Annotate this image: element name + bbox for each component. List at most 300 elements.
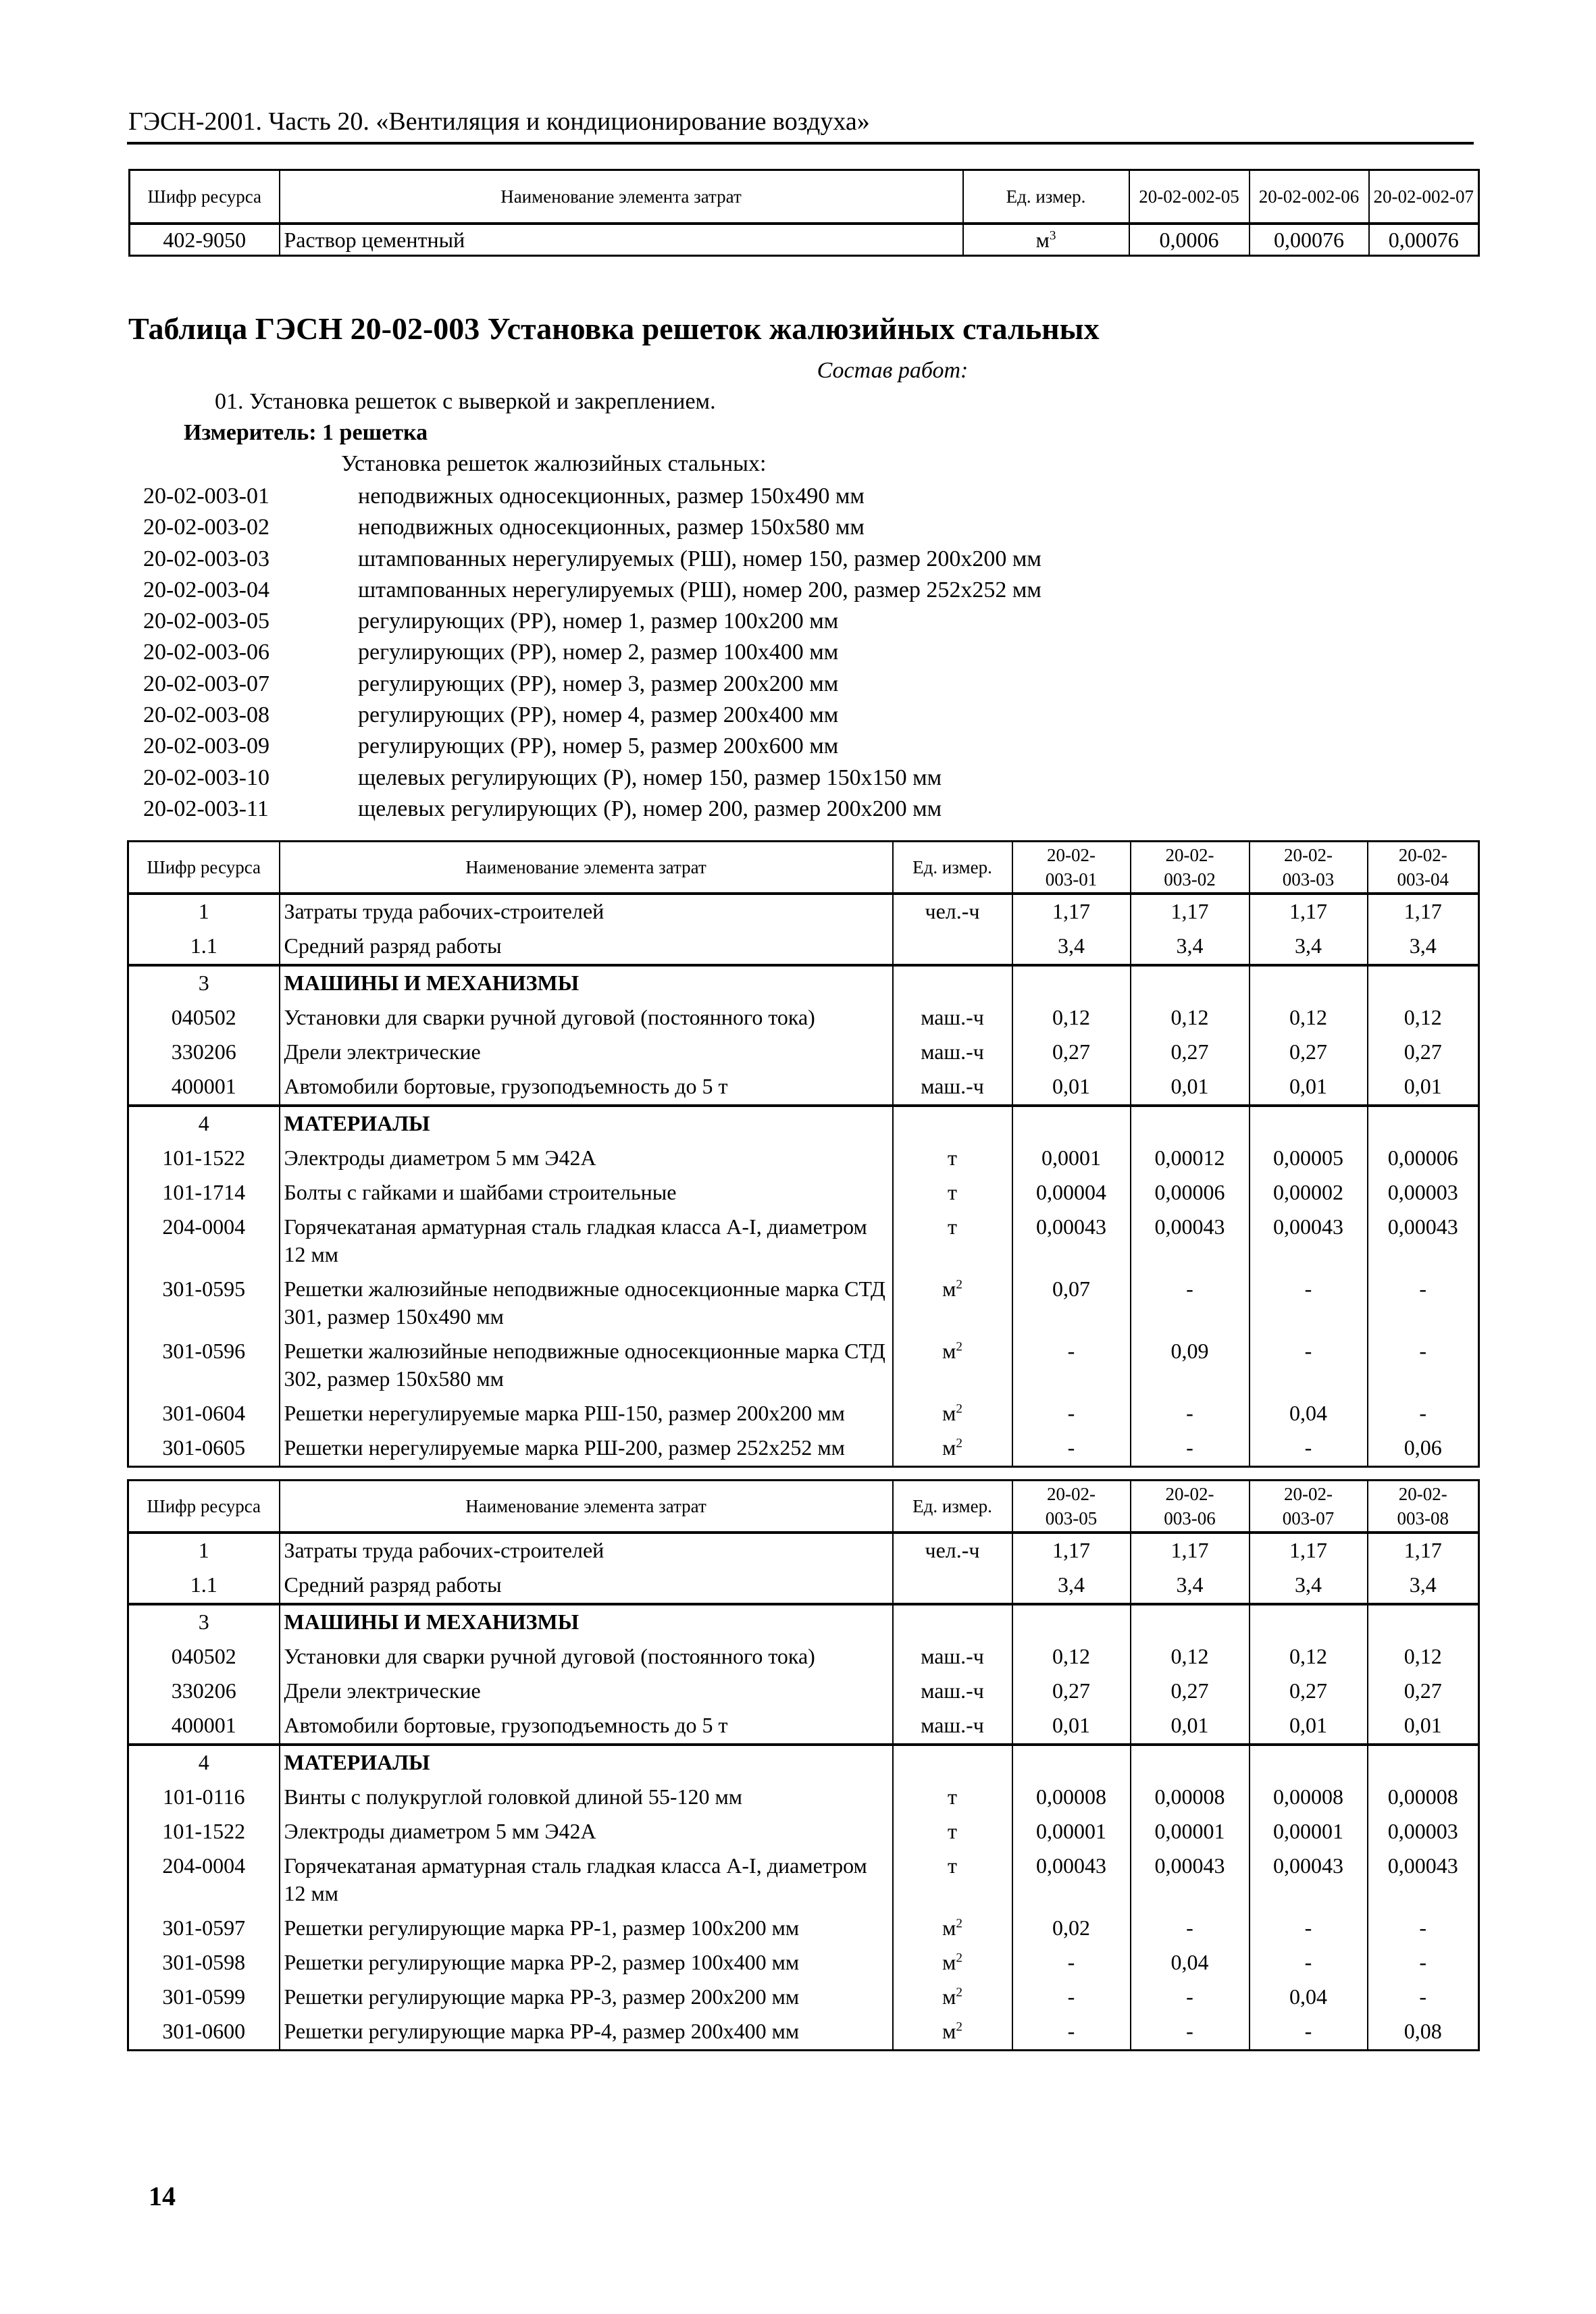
- col-norm-line: 003-01: [1045, 869, 1098, 890]
- value: -: [1012, 1431, 1131, 1467]
- norm-code-item: 20-02-003-03 штампованных нерегулируемых (РШ), номер 150, размер 200х200 мм: [143, 546, 1041, 571]
- labor-group: [128, 894, 1479, 965]
- group-title: МАТЕРИАЛЫ: [280, 1745, 893, 1780]
- machines-group: [128, 1604, 1479, 1745]
- unit-text: маш.-ч: [921, 1074, 984, 1098]
- value: 1,17: [1368, 894, 1479, 929]
- resource-code: 101-1522: [128, 1141, 280, 1176]
- resource-code: 330206: [128, 1035, 280, 1070]
- resource-code: 1.1: [128, 1568, 280, 1604]
- value: 0,27: [1368, 1674, 1479, 1709]
- resource-name: Затраты труда рабочих-строителей: [280, 894, 893, 929]
- resource-code: 101-1714: [128, 1176, 280, 1210]
- resource-name: Решетки жалюзийные неподвижные односекционные марка СТД 302, размер 150х580 мм: [280, 1335, 893, 1397]
- unit-exponent: 2: [956, 1436, 962, 1451]
- value: -: [1250, 2015, 1368, 2051]
- norm-code-item: 20-02-003-05 регулирующих (РР), номер 1, размер 100х200 мм: [143, 609, 839, 634]
- table-row: [128, 1210, 1479, 1272]
- unit: [893, 1397, 1012, 1431]
- resource-code: 301-0605: [128, 1431, 280, 1467]
- resource-code: 040502: [128, 1001, 280, 1035]
- value: 3,4: [1012, 929, 1131, 965]
- unit-exponent: 2: [956, 1916, 962, 1931]
- unit: [893, 1070, 1012, 1106]
- unit: [893, 1431, 1012, 1467]
- value: 0,09: [1131, 1335, 1250, 1397]
- norm-code-list: [143, 481, 1041, 825]
- resource-name: Электроды диаметром 5 мм Э42А: [280, 1815, 893, 1849]
- table-row: [128, 1533, 1479, 1568]
- resource-code: 101-0116: [128, 1780, 280, 1815]
- value: -: [1368, 1397, 1479, 1431]
- unit-text: т: [948, 1853, 957, 1878]
- col-norm-line: 20-02-: [1165, 1484, 1214, 1504]
- value: 0,0001: [1012, 1141, 1131, 1176]
- unit-exponent: 2: [956, 1402, 962, 1416]
- col-norm: 20-02-002-06: [1250, 170, 1369, 224]
- value: 1,17: [1250, 1533, 1368, 1568]
- value: -: [1368, 1335, 1479, 1397]
- col-norm-line: 003-04: [1397, 869, 1449, 890]
- table-row: [128, 1070, 1479, 1106]
- machines-group: [128, 965, 1479, 1106]
- unit: [893, 1780, 1012, 1815]
- unit: [893, 1533, 1012, 1568]
- unit: [893, 1035, 1012, 1070]
- resource-name: Электроды диаметром 5 мм Э42А: [280, 1141, 893, 1176]
- value: 1,17: [1012, 894, 1131, 929]
- value: -: [1368, 1911, 1479, 1946]
- value: 0,00002: [1250, 1176, 1368, 1210]
- col-name: Наименование элемента затрат: [280, 170, 963, 224]
- table-row: [128, 2015, 1479, 2051]
- norm-code-item: 20-02-003-04 штампованных нерегулируемых (РШ), номер 200, размер 252х252 мм: [143, 577, 1041, 602]
- value: 0,12: [1368, 1640, 1479, 1674]
- table-row: [128, 1946, 1479, 1980]
- value: 0,27: [1131, 1035, 1250, 1070]
- col-norm: 20-02-002-07: [1369, 170, 1479, 224]
- unit-text: чел.-ч: [925, 1538, 980, 1562]
- value: 0,01: [1131, 1709, 1250, 1745]
- resource-code: 301-0600: [128, 2015, 280, 2051]
- table-row: [130, 224, 1479, 256]
- col-norm-line: 20-02-: [1284, 845, 1333, 865]
- unit: [893, 1001, 1012, 1035]
- resource-code: 1: [128, 894, 280, 929]
- table-row: [128, 1568, 1479, 1604]
- empty-cell: [1012, 1745, 1131, 1780]
- running-head: ГЭСН-2001. Часть 20. «Вентиляция и кондиционирование воздуха»: [128, 107, 870, 136]
- value: -: [1131, 1431, 1250, 1467]
- col-norm-line: 003-03: [1282, 869, 1335, 890]
- empty-cell: [1250, 1604, 1368, 1640]
- col-unit: Ед. измер.: [893, 842, 1012, 894]
- value: 1,17: [1012, 1533, 1131, 1568]
- unit-text: т: [948, 1180, 957, 1204]
- unit: [893, 1568, 1012, 1604]
- table-row: [128, 1815, 1479, 1849]
- norm-code-item: 20-02-003-11 щелевых регулирующих (Р), номер 200, размер 200х200 мм: [143, 796, 942, 821]
- value: 0,12: [1131, 1001, 1250, 1035]
- value: 0,00006: [1368, 1141, 1479, 1176]
- resource-name: Средний разряд работы: [280, 929, 893, 965]
- value: 0,06: [1368, 1431, 1479, 1467]
- col-code: Шифр ресурса: [130, 170, 280, 224]
- empty-cell: [893, 1106, 1012, 1141]
- unit: $м^3$: [963, 224, 1129, 256]
- value: 1,17: [1131, 1533, 1250, 1568]
- col-norm: [1250, 1481, 1368, 1533]
- table-row: [128, 1640, 1479, 1674]
- col-norm: [1131, 1481, 1250, 1533]
- resource-code: 402-9050: [130, 224, 280, 256]
- value: 0,12: [1012, 1001, 1131, 1035]
- norm-code-item: 20-02-003-01 неподвижных односекционных, размер 150х490 мм: [143, 484, 865, 509]
- table-row: [128, 1709, 1479, 1745]
- group-header-row: [128, 1604, 1479, 1640]
- value: 1,17: [1250, 894, 1368, 929]
- value: 0,08: [1368, 2015, 1479, 2051]
- col-code: Шифр ресурса: [128, 842, 280, 894]
- value: -: [1131, 1272, 1250, 1335]
- unit-exponent: 2: [956, 1985, 962, 2000]
- resource-name: Дрели электрические: [280, 1035, 893, 1070]
- materials-group: [128, 1106, 1479, 1467]
- value: 0,01: [1368, 1709, 1479, 1745]
- unit: [893, 1176, 1012, 1210]
- value: 0,12: [1131, 1640, 1250, 1674]
- resource-code: 330206: [128, 1674, 280, 1709]
- unit-text: маш.-ч: [921, 1678, 984, 1703]
- value: 0,00004: [1012, 1176, 1131, 1210]
- value: -: [1250, 1431, 1368, 1467]
- resource-code: 301-0598: [128, 1946, 280, 1980]
- table-row: [128, 1176, 1479, 1210]
- value: 0,27: [1250, 1674, 1368, 1709]
- norm-code-item: 20-02-003-10 щелевых регулирующих (Р), номер 150, размер 150х150 мм: [143, 765, 942, 790]
- col-norm-line: 20-02-: [1047, 845, 1096, 865]
- resource-name: Установки для сварки ручной дуговой (постоянного тока): [280, 1001, 893, 1035]
- resource-code: 301-0596: [128, 1335, 280, 1397]
- work-item: 01. Установка решеток с выверкой и закреплением.: [215, 389, 716, 414]
- unit-text: м: [942, 1950, 956, 1974]
- resource-name: Горячекатаная арматурная сталь гладкая класса А-I, диаметром 12 мм: [280, 1210, 893, 1272]
- value: 0,00076: [1369, 224, 1479, 256]
- value: -: [1250, 1911, 1368, 1946]
- labor-group: [128, 1533, 1479, 1604]
- empty-cell: [1131, 1745, 1250, 1780]
- value: 0,27: [1131, 1674, 1250, 1709]
- value: 0,27: [1012, 1674, 1131, 1709]
- unit-text: маш.-ч: [921, 1644, 984, 1668]
- value: 3,4: [1368, 929, 1479, 965]
- unit-text: т: [948, 1784, 957, 1809]
- norm-code-item: 20-02-003-07 регулирующих (РР), номер 3, размер 200х200 мм: [143, 671, 839, 696]
- empty-cell: [1368, 1745, 1479, 1780]
- value: 3,4: [1131, 1568, 1250, 1604]
- unit: [893, 1674, 1012, 1709]
- resource-code: 400001: [128, 1070, 280, 1106]
- group-title: МАШИНЫ И МЕХАНИЗМЫ: [280, 1604, 893, 1640]
- value: 3,4: [1131, 929, 1250, 965]
- table-row: [128, 1272, 1479, 1335]
- value: 0,12: [1250, 1640, 1368, 1674]
- value: 3,4: [1368, 1568, 1479, 1604]
- value: 0,00008: [1012, 1780, 1131, 1815]
- table-row: [128, 1849, 1479, 1911]
- table-row: [128, 1001, 1479, 1035]
- page-number: 14: [149, 2181, 176, 2211]
- unit-text: м: [942, 1984, 956, 2009]
- table-row: [128, 1911, 1479, 1946]
- table-row: [128, 894, 1479, 929]
- resource-code: 204-0004: [128, 1849, 280, 1911]
- value: -: [1250, 1335, 1368, 1397]
- unit: [893, 2015, 1012, 2051]
- col-norm-line: 20-02-: [1165, 845, 1214, 865]
- unit-text: маш.-ч: [921, 1039, 984, 1064]
- table-row: [128, 1780, 1479, 1815]
- value: 0,00043: [1012, 1849, 1131, 1911]
- value: 0,04: [1131, 1946, 1250, 1980]
- resource-code: 101-1522: [128, 1815, 280, 1849]
- value: 0,02: [1012, 1911, 1131, 1946]
- col-norm: [1368, 1481, 1479, 1533]
- col-norm: [1012, 842, 1131, 894]
- unit: [893, 1980, 1012, 2015]
- group-header-row: [128, 1106, 1479, 1141]
- group-code: 3: [128, 1604, 280, 1640]
- value: 0,04: [1250, 1397, 1368, 1431]
- group-code: 4: [128, 1106, 280, 1141]
- unit-text: т: [948, 1146, 957, 1170]
- unit-exponent: 2: [956, 1951, 962, 1965]
- resource-code: 1.1: [128, 929, 280, 965]
- unit-text: м: [942, 1435, 956, 1460]
- col-unit: Ед. измер.: [893, 1481, 1012, 1533]
- unit-text: маш.-ч: [921, 1005, 984, 1029]
- empty-cell: [1368, 965, 1479, 1001]
- empty-cell: [1250, 1106, 1368, 1141]
- value: 0,00008: [1250, 1780, 1368, 1815]
- value: 0,00001: [1012, 1815, 1131, 1849]
- header-rule: [127, 142, 1474, 145]
- resource-name: Автомобили бортовые, грузоподъемность до 5 т: [280, 1709, 893, 1745]
- empty-cell: [1368, 1604, 1479, 1640]
- value: 0,00076: [1250, 224, 1369, 256]
- resource-name: Решетки регулирующие марка РР-3, размер 200х200 мм: [280, 1980, 893, 2015]
- table-row: [128, 1035, 1479, 1070]
- unit: [893, 1709, 1012, 1745]
- resource-code: 301-0597: [128, 1911, 280, 1946]
- col-norm: 20-02-002-05: [1129, 170, 1250, 224]
- value: 0,00003: [1368, 1176, 1479, 1210]
- value: -: [1012, 1335, 1131, 1397]
- value: 0,00043: [1368, 1849, 1479, 1911]
- empty-cell: [1131, 1604, 1250, 1640]
- col-norm-line: 20-02-: [1398, 845, 1447, 865]
- col-norm-line: 003-06: [1164, 1508, 1216, 1528]
- unit-text: чел.-ч: [925, 899, 980, 923]
- unit: [893, 1849, 1012, 1911]
- value: -: [1131, 1397, 1250, 1431]
- resource-name: Болты с гайками и шайбами строительные: [280, 1176, 893, 1210]
- table-row: [128, 1431, 1479, 1467]
- composition-label: Состав работ:: [817, 358, 969, 383]
- group-header-row: [128, 1745, 1479, 1780]
- resource-name: Установки для сварки ручной дуговой (постоянного тока): [280, 1640, 893, 1674]
- table-row: [128, 1397, 1479, 1431]
- unit-text: м: [942, 1339, 956, 1363]
- value: 0,00043: [1131, 1849, 1250, 1911]
- col-norm-line: 003-02: [1164, 869, 1216, 890]
- value: 0,00001: [1250, 1815, 1368, 1849]
- value: -: [1012, 1397, 1131, 1431]
- value: 0,00043: [1250, 1210, 1368, 1272]
- value: 0,00043: [1368, 1210, 1479, 1272]
- resource-table-2: [127, 1479, 1480, 2051]
- col-norm-line: 20-02-: [1284, 1484, 1333, 1504]
- value: 3,4: [1250, 929, 1368, 965]
- value: 0,00008: [1131, 1780, 1250, 1815]
- col-norm-line: 003-08: [1397, 1508, 1449, 1528]
- unit: [893, 1815, 1012, 1849]
- value: 0,27: [1250, 1035, 1368, 1070]
- value: 0,00008: [1368, 1780, 1479, 1815]
- resource-code: 204-0004: [128, 1210, 280, 1272]
- empty-cell: [1250, 1745, 1368, 1780]
- value: 0,01: [1368, 1070, 1479, 1106]
- empty-cell: [1012, 965, 1131, 1001]
- group-code: 4: [128, 1745, 280, 1780]
- unit-text: маш.-ч: [921, 1713, 984, 1737]
- unit-exponent: 2: [956, 2020, 962, 2034]
- resource-table-1: [127, 840, 1480, 1468]
- value: 1,17: [1131, 894, 1250, 929]
- meter-label: Измеритель: 1 решетка: [184, 420, 428, 445]
- value: -: [1368, 1980, 1479, 2015]
- value: 0,00043: [1131, 1210, 1250, 1272]
- col-code: Шифр ресурса: [128, 1481, 280, 1533]
- value: 0,0006: [1129, 224, 1250, 256]
- empty-cell: [1250, 965, 1368, 1001]
- unit: [893, 894, 1012, 929]
- resource-name: Горячекатаная арматурная сталь гладкая класса А-I, диаметром 12 мм: [280, 1849, 893, 1911]
- group-title: МАТЕРИАЛЫ: [280, 1106, 893, 1141]
- resource-name: Раствор цементный: [280, 224, 963, 256]
- resource-code: 301-0599: [128, 1980, 280, 2015]
- norm-code-item: 20-02-003-08 регулирующих (РР), номер 4, размер 200х400 мм: [143, 702, 839, 728]
- resource-code: 301-0604: [128, 1397, 280, 1431]
- empty-cell: [1368, 1106, 1479, 1141]
- resource-name: Средний разряд работы: [280, 1568, 893, 1604]
- resource-code: 040502: [128, 1640, 280, 1674]
- table-header-row: [130, 170, 1479, 224]
- resource-code: 301-0595: [128, 1272, 280, 1335]
- empty-cell: [1012, 1106, 1131, 1141]
- empty-cell: [893, 965, 1012, 1001]
- value: 0,12: [1250, 1001, 1368, 1035]
- installation-label: Установка решеток жалюзийных стальных:: [341, 451, 767, 476]
- value: -: [1131, 1980, 1250, 2015]
- empty-cell: [893, 1604, 1012, 1640]
- value: 0,12: [1368, 1001, 1479, 1035]
- value: -: [1250, 1946, 1368, 1980]
- section-title: Таблица ГЭСН 20-02-003 Установка решеток жалюзийных стальных: [128, 311, 1100, 346]
- unit-text: т: [948, 1819, 957, 1843]
- empty-cell: [893, 1745, 1012, 1780]
- value: 0,00043: [1250, 1849, 1368, 1911]
- table-row: [128, 1335, 1479, 1397]
- col-norm-line: 20-02-: [1398, 1484, 1447, 1504]
- col-name: Наименование элемента затрат: [280, 1481, 893, 1533]
- unit: [893, 1640, 1012, 1674]
- value: -: [1012, 1980, 1131, 2015]
- unit-text: м: [942, 1401, 956, 1425]
- table-row: [128, 1141, 1479, 1176]
- value: 1,17: [1368, 1533, 1479, 1568]
- value: 0,01: [1250, 1709, 1368, 1745]
- resource-code: 1: [128, 1533, 280, 1568]
- col-norm: [1012, 1481, 1131, 1533]
- unit: [893, 1946, 1012, 1980]
- empty-cell: [1131, 965, 1250, 1001]
- value: 0,01: [1250, 1070, 1368, 1106]
- col-norm: [1250, 842, 1368, 894]
- value: 3,4: [1012, 1568, 1131, 1604]
- value: 3,4: [1250, 1568, 1368, 1604]
- value: -: [1131, 2015, 1250, 2051]
- col-name: Наименование элемента затрат: [280, 842, 893, 894]
- unit-text: м: [942, 2019, 956, 2043]
- value: 0,00005: [1250, 1141, 1368, 1176]
- resource-name: Решетки регулирующие марка РР-2, размер 100х400 мм: [280, 1946, 893, 1980]
- unit-text: м: [942, 1916, 956, 1940]
- norm-code-item: 20-02-003-02 неподвижных односекционных, размер 150х580 мм: [143, 515, 865, 540]
- value: -: [1131, 1911, 1250, 1946]
- unit: [893, 1335, 1012, 1397]
- col-norm-line: 003-05: [1045, 1508, 1098, 1528]
- col-norm-line: 20-02-: [1047, 1484, 1096, 1504]
- value: 0,07: [1012, 1272, 1131, 1335]
- empty-cell: [1131, 1106, 1250, 1141]
- value: -: [1368, 1946, 1479, 1980]
- value: 0,04: [1250, 1980, 1368, 2015]
- value: -: [1250, 1272, 1368, 1335]
- value: 0,01: [1012, 1070, 1131, 1106]
- col-norm-line: 003-07: [1282, 1508, 1335, 1528]
- resource-name: Решетки регулирующие марка РР-4, размер 200х400 мм: [280, 2015, 893, 2051]
- value: 0,00012: [1131, 1141, 1250, 1176]
- value: -: [1012, 1946, 1131, 1980]
- resource-name: Винты с полукруглой головкой длиной 55-120 мм: [280, 1780, 893, 1815]
- unit-text: м: [942, 1277, 956, 1301]
- norm-code-item: 20-02-003-06 регулирующих (РР), номер 2, размер 100х400 мм: [143, 640, 839, 665]
- value: 0,00006: [1131, 1176, 1250, 1210]
- table-row: [128, 1674, 1479, 1709]
- resource-name: Автомобили бортовые, грузоподъемность до 5 т: [280, 1070, 893, 1106]
- resource-name: Решетки жалюзийные неподвижные односекционные марка СТД 301, размер 150х490 мм: [280, 1272, 893, 1335]
- carryover-table: [128, 169, 1480, 257]
- unit: [893, 1272, 1012, 1335]
- table-header-row: [128, 1481, 1479, 1533]
- resource-name: Решетки нерегулируемые марка РШ-150, размер 200х200 мм: [280, 1397, 893, 1431]
- unit-exponent: 2: [956, 1277, 962, 1292]
- group-header-row: [128, 965, 1479, 1001]
- value: 0,00003: [1368, 1815, 1479, 1849]
- materials-group: [128, 1745, 1479, 2051]
- table-row: [128, 1980, 1479, 2015]
